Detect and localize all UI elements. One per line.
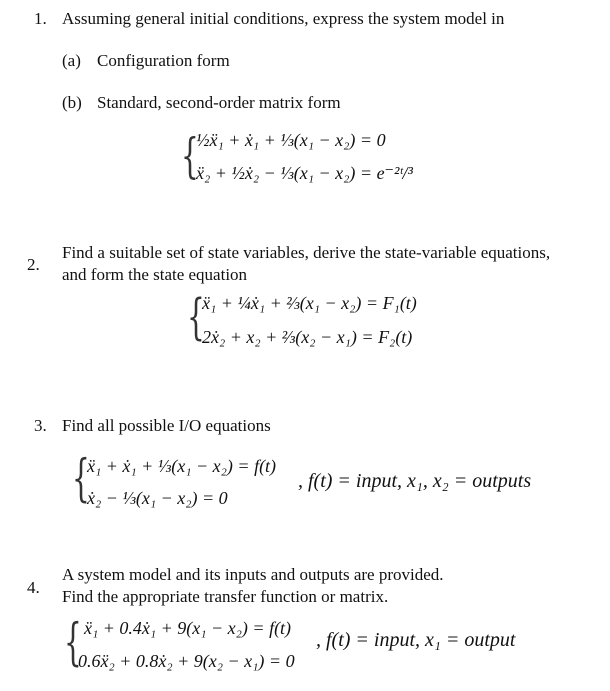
- problem-2-equation-2: 2ẋ₂ + x₂ + ⅔(x₂ − x₁) = F₂(t): [202, 327, 413, 347]
- equation-brace: {: [64, 612, 82, 672]
- problem-3-side-condition: , f(t) = input, x₁, x₂ = outputs: [298, 470, 532, 492]
- equation-brace: {: [187, 288, 205, 346]
- equation-brace: {: [72, 448, 90, 508]
- problem-1a-label: (a): [62, 51, 81, 70]
- problem-3-number: 3.: [34, 416, 47, 435]
- problem-3-equation-2: ẋ₂ − ⅓(x₁ − x₂) = 0: [87, 488, 228, 508]
- problem-1-equation-2: ẍ₂ + ½ẋ₂ − ⅓(x₁ − x₂) = e⁻²ᵗ/³: [196, 163, 413, 183]
- problem-2-text-line-2: and form the state equation: [62, 265, 248, 284]
- problem-1b-text: Standard, second-order matrix form: [97, 93, 341, 112]
- problem-1b-label: (b): [62, 93, 82, 112]
- problem-1-equation-1: ½ẍ₁ + ẋ₁ + ⅓(x₁ − x₂) = 0: [196, 130, 386, 150]
- problem-2-equation-1: ẍ₁ + ¼ẋ₁ + ⅔(x₁ − x₂) = F₁(t): [202, 293, 417, 313]
- equation-brace: {: [181, 128, 199, 185]
- problem-1a-text: Configuration form: [97, 51, 230, 70]
- problem-4-number: 4.: [27, 578, 40, 597]
- problem-4-side-condition: , f(t) = input, x₁ = output: [316, 629, 516, 651]
- problem-4-equation-1: ẍ₁ + 0.4ẋ₁ + 9(x₁ − x₂) = f(t): [84, 618, 292, 638]
- problem-4-text-line-1: A system model and its inputs and outputs are provided.: [62, 565, 444, 584]
- problem-2-number: 2.: [27, 255, 40, 274]
- problem-1-text: Assuming general initial conditions, express the system model in: [62, 9, 505, 28]
- problem-1-number: 1.: [34, 9, 47, 28]
- problem-3-equation-1: ẍ₁ + ẋ₁ + ⅓(x₁ − x₂) = f(t): [87, 456, 277, 476]
- problem-4-text-line-2: Find the appropriate transfer function or matrix.: [62, 587, 389, 606]
- problem-3-text: Find all possible I/O equations: [62, 416, 271, 435]
- problem-4-equation-2: 0.6ẍ₂ + 0.8ẋ₂ + 9(x₂ − x₁) = 0: [78, 651, 295, 671]
- problem-2-text-line-1: Find a suitable set of state variables, derive the state-variable equations,: [62, 243, 551, 262]
